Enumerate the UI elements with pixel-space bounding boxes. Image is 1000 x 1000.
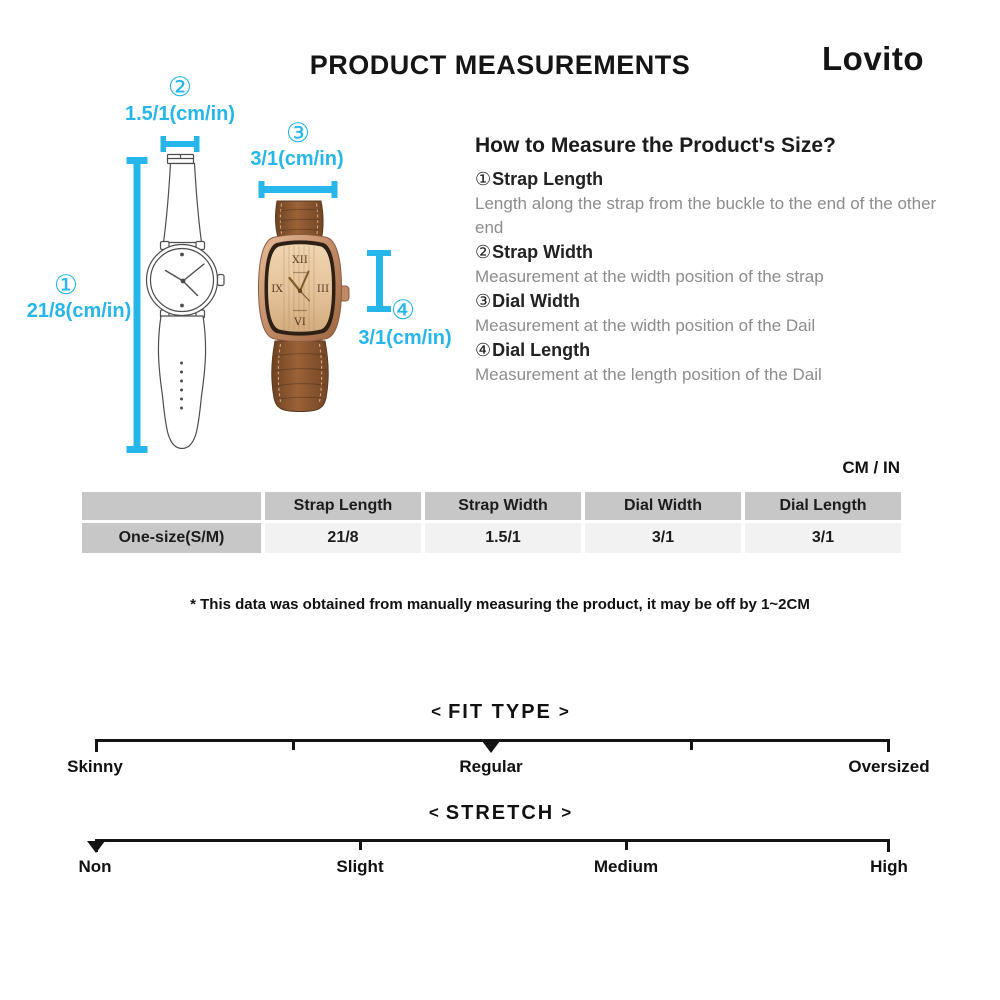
item-title: Strap Length — [492, 169, 604, 189]
item-description: Measurement at the width position of the strap — [475, 267, 824, 286]
measurement-diagram — [0, 0, 470, 480]
chevron-left-icon: < — [431, 702, 442, 721]
how-to-item-strap-length — [475, 167, 937, 240]
cell-dial-width: 3/1 — [585, 523, 741, 553]
scale-tick — [887, 739, 890, 752]
scale-title-text: FIT TYPE — [448, 701, 552, 723]
annotation-1-value: 21/8(cm/in) — [26, 300, 132, 322]
item-number: ③ — [475, 291, 492, 311]
fit-label-oversized: Oversized — [848, 757, 930, 776]
size-table — [78, 489, 905, 556]
scale-tick — [625, 839, 628, 850]
row-label: One-size(S/M) — [82, 523, 261, 553]
annotation-2-number: ② — [167, 72, 193, 102]
annotation-3-number: ③ — [285, 118, 311, 148]
table-header-row — [82, 492, 901, 520]
scale-tick — [292, 739, 295, 750]
svg-text:III: III — [316, 283, 330, 295]
scale-tick — [359, 839, 362, 850]
annotation-2-value: 1.5/1(cm/in) — [124, 103, 236, 125]
scale-title-text: STRETCH — [445, 802, 555, 824]
item-number: ④ — [475, 340, 492, 360]
chevron-right-icon: > — [561, 803, 572, 822]
item-title: Strap Width — [492, 242, 593, 262]
stretch-scale-line — [95, 839, 890, 842]
item-number: ① — [475, 169, 492, 189]
how-to-item-strap-width — [475, 240, 937, 289]
how-to-section — [475, 134, 937, 387]
table-row — [82, 523, 901, 553]
cell-dial-length: 3/1 — [745, 523, 901, 553]
how-to-item-dial-width — [475, 289, 937, 338]
annotation-1-number: ① — [53, 270, 79, 300]
brand-logo: Lovito — [822, 40, 924, 77]
item-description: Measurement at the width position of the Dail — [475, 316, 816, 335]
measure-bracket-dial-width — [259, 181, 338, 198]
scale-tick — [95, 739, 98, 752]
stretch-label-slight: Slight — [336, 857, 384, 876]
stretch-title — [0, 802, 1000, 825]
svg-text:XII: XII — [292, 254, 308, 266]
units-label: CM / IN — [842, 458, 900, 477]
item-number: ② — [475, 242, 492, 262]
fit-label-regular: Regular — [459, 757, 523, 776]
measure-bracket-strap-width — [161, 136, 200, 152]
watch-photo — [259, 201, 350, 412]
fit-type-selection-marker — [482, 741, 500, 753]
how-to-item-dial-length — [475, 338, 937, 387]
fit-label-skinny: Skinny — [67, 757, 123, 776]
svg-text:VI: VI — [294, 316, 306, 328]
chevron-right-icon: > — [558, 702, 569, 721]
stretch-label-non: Non — [78, 857, 112, 876]
column-header-strap-length: Strap Length — [265, 492, 421, 520]
disclaimer-text: * This data was obtained from manually measuring the product, it may be off by 1~2CM — [190, 596, 810, 613]
svg-text:IX: IX — [271, 283, 283, 295]
column-header-strap-width: Strap Width — [425, 492, 581, 520]
item-description: Measurement at the length position of the Dail — [475, 365, 822, 384]
annotation-3-value: 3/1(cm/in) — [250, 148, 344, 170]
item-title: Dial Length — [492, 340, 591, 360]
column-header-empty — [82, 492, 261, 520]
item-title: Dial Width — [492, 291, 580, 311]
page-title: PRODUCT MEASUREMENTS — [309, 50, 691, 80]
annotation-4-number: ④ — [390, 295, 416, 325]
stretch-label-high: High — [870, 857, 908, 876]
fit-type-title — [0, 701, 1000, 724]
annotation-4-value: 3/1(cm/in) — [358, 327, 452, 349]
scale-tick — [887, 839, 890, 852]
column-header-dial-length: Dial Length — [745, 492, 901, 520]
cell-strap-width: 1.5/1 — [425, 523, 581, 553]
scale-tick — [690, 739, 693, 750]
chevron-left-icon: < — [428, 803, 439, 822]
how-to-heading: How to Measure the Product's Size? — [475, 134, 836, 157]
cell-strap-length: 21/8 — [265, 523, 421, 553]
column-header-dial-width: Dial Width — [585, 492, 741, 520]
stretch-selection-marker — [87, 841, 105, 853]
stretch-label-medium: Medium — [593, 857, 659, 876]
item-description: Length along the strap from the buckle to the end of the other end — [475, 194, 937, 237]
